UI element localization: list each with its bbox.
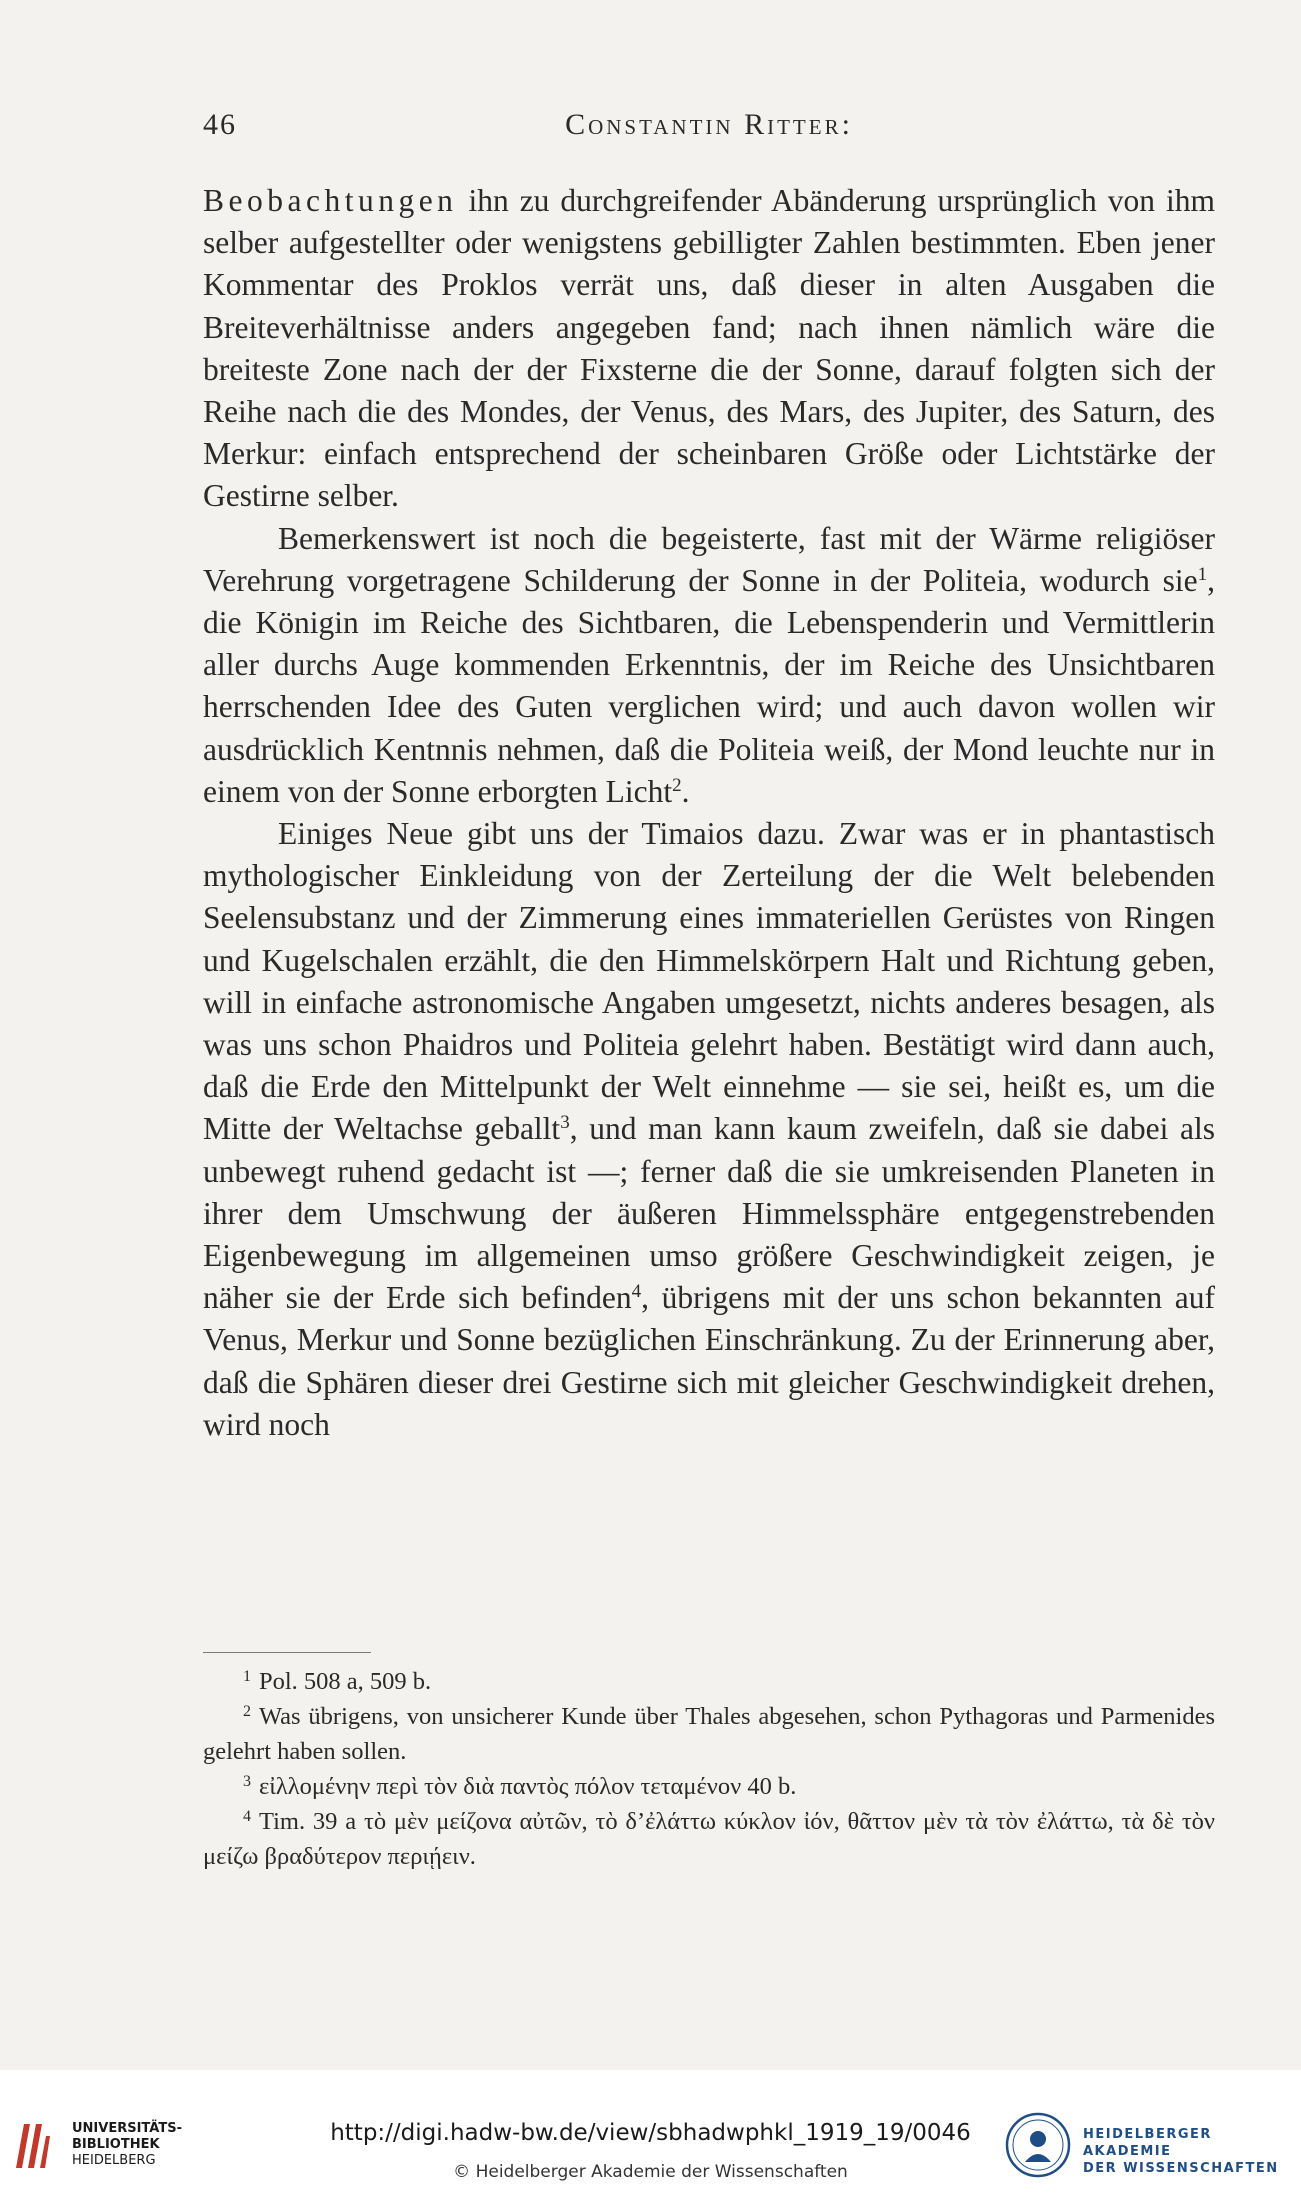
- footnote-ref-1: 1: [1197, 563, 1208, 585]
- footnote-text: Pol. 508 a, 509 b.: [259, 1668, 432, 1695]
- paragraph-2: [203, 518, 1215, 813]
- paragraph-1-text: ihn zu durchgreifender Abänderung ursprünglich von ihm selber aufgestellter oder wenigstens gebilligter Zahlen bestimmten. Eben jener Kommentar des Proklos verrät uns, daß dieser in alten Ausgaben die Breiteverhältnisse anders angegeben fand; nach ihnen nämlich wäre die breiteste Zone nach der der Fixsterne die der Sonne, darauf folgten sich der Reihe nach die des Mondes, der Venus, des Mars, des Jupiter, des Saturn, des Merkur: einfach entsprechend der scheinbaren Größe oder Lichtstärke der Gestirne selber.: [203, 183, 1215, 514]
- paragraph-3-text-a: Einiges Neue gibt uns der Timaios dazu. Zwar was er in phantastisch mythologischer Einkleidung von der Zerteilung der die Welt belebenden Seelensubstanz und der Zimmerung eines immateriellen Gerüstes von Ringen und Kugelschalen erzählt, die den Himmelskörpern Halt und Richtung geben, will in einfache astronomische Angaben umgesetzt, nichts anderes besagen, als was uns schon Phaidros und Politeia gelehrt haben. Bestätigt wird dann auch, daß die Erde den Mittelpunkt der Welt einnehme — sie sei, heißt es, um die Mitte der Weltachse geballt: [203, 816, 1215, 1147]
- permalink-url[interactable]: http://digi.hadw-bw.de/view/sbhadwphkl_1919_19/0046: [330, 2120, 971, 2146]
- footnote-2: [203, 1699, 1215, 1769]
- copyright-notice: © Heidelberger Akademie der Wissenschaften: [453, 2162, 848, 2182]
- paragraph-1: [203, 180, 1215, 518]
- library-name-line: UNIVERSITÄTS-: [72, 2121, 182, 2136]
- footnote-divider: [203, 1652, 371, 1653]
- spaced-word: Beobachtungen: [203, 183, 458, 218]
- footnote-4: [203, 1804, 1215, 1874]
- academy-name-line: DER WISSENSCHAFTEN: [1083, 2161, 1279, 2176]
- footnote-text: εἰλλομένην περὶ τὸν διὰ παντὸς πόλον τεταμένον 40 b.: [259, 1773, 797, 1800]
- footnote-mark: 2: [243, 1703, 251, 1720]
- footnote-ref-3: 3: [560, 1112, 570, 1134]
- footnote-mark: 1: [243, 1668, 251, 1685]
- paragraph-2-text-b: , die Königin im Reiche des Sichtbaren, die Lebenspenderin und Vermittlerin aller durchs Auge kommenden Erkenntnis, der im Reiche des Unsichtbaren herrschenden Idee des Guten verglichen wird; und auch davon wollen wir ausdrücklich Kentnnis nehmen, daß die Politeia weiß, der Mond leuchte nur in einem von der Sonne erborgten Licht: [203, 562, 1215, 809]
- footnote-mark: 4: [243, 1808, 251, 1825]
- footnote-text: Tim. 39 a τὸ μὲν μείζονα αὐτῶν, τὸ δ’ἐλάττω κύκλον ἰόν, θᾶττον μὲν τὰ τὸν ἐλάττω, τὰ δὲ τὸν μείζω βραδύτερον περιῄειν.: [203, 1808, 1215, 1870]
- academy-name: [1083, 2126, 1301, 2177]
- running-head: Constantin Ritter:: [565, 108, 853, 141]
- library-name-line: BIBLIOTHEK: [72, 2137, 160, 2152]
- footnote-ref-2: 2: [672, 774, 682, 796]
- footnote-mark: 3: [243, 1773, 251, 1790]
- footnote-3: [203, 1769, 1215, 1804]
- footnote-text: Was übrigens, von unsicherer Kunde über Thales abgesehen, schon Pythagoras und Parmenides gelehrt haben sollen.: [203, 1703, 1215, 1765]
- paragraph-3: [203, 813, 1215, 1446]
- library-name-line: HEIDELBERG: [72, 2153, 156, 2168]
- footnotes: [203, 1664, 1215, 1874]
- footnote-ref-4: 4: [631, 1281, 642, 1303]
- page-number: 46: [203, 108, 237, 141]
- paragraph-3-text-b: , und man kann kaum zweifeln, daß sie dabei als unbewegt ruhend gedacht ist —; ferner daß die sie umkreisenden Planeten in ihrer dem Umschwung der äußeren Himmelssphäre entgegenstrebenden Eigenbewegung im allgemeinen umso größere Geschwindigkeit zeigen, je näher sie der Erde sich befinden: [203, 1111, 1216, 1316]
- viewer-footer: [0, 2070, 1301, 2200]
- paragraph-3-text-c: , übrigens mit der uns schon bekannten auf Venus, Merkur und Sonne bezüglichen Einschränkung. Zu der Erinnerung aber, daß die Sphären dieser drei Gestirne sich mit gleicher Geschwindigkeit drehen, wird noch: [203, 1280, 1215, 1442]
- paragraph-2-text-c: .: [681, 773, 690, 809]
- paragraph-2-text-a: Bemerkenswert ist noch die begeisterte, fast mit der Wärme religiöser Verehrung vorgetragene Schilderung der Sonne in der Politeia, wodurch sie: [203, 520, 1215, 598]
- academy-name-line: HEIDELBERGER AKADEMIE: [1083, 2127, 1212, 2159]
- footnote-1: [203, 1664, 1215, 1699]
- academy-seal-icon: [1005, 2112, 1071, 2178]
- main-text: [203, 180, 1215, 1446]
